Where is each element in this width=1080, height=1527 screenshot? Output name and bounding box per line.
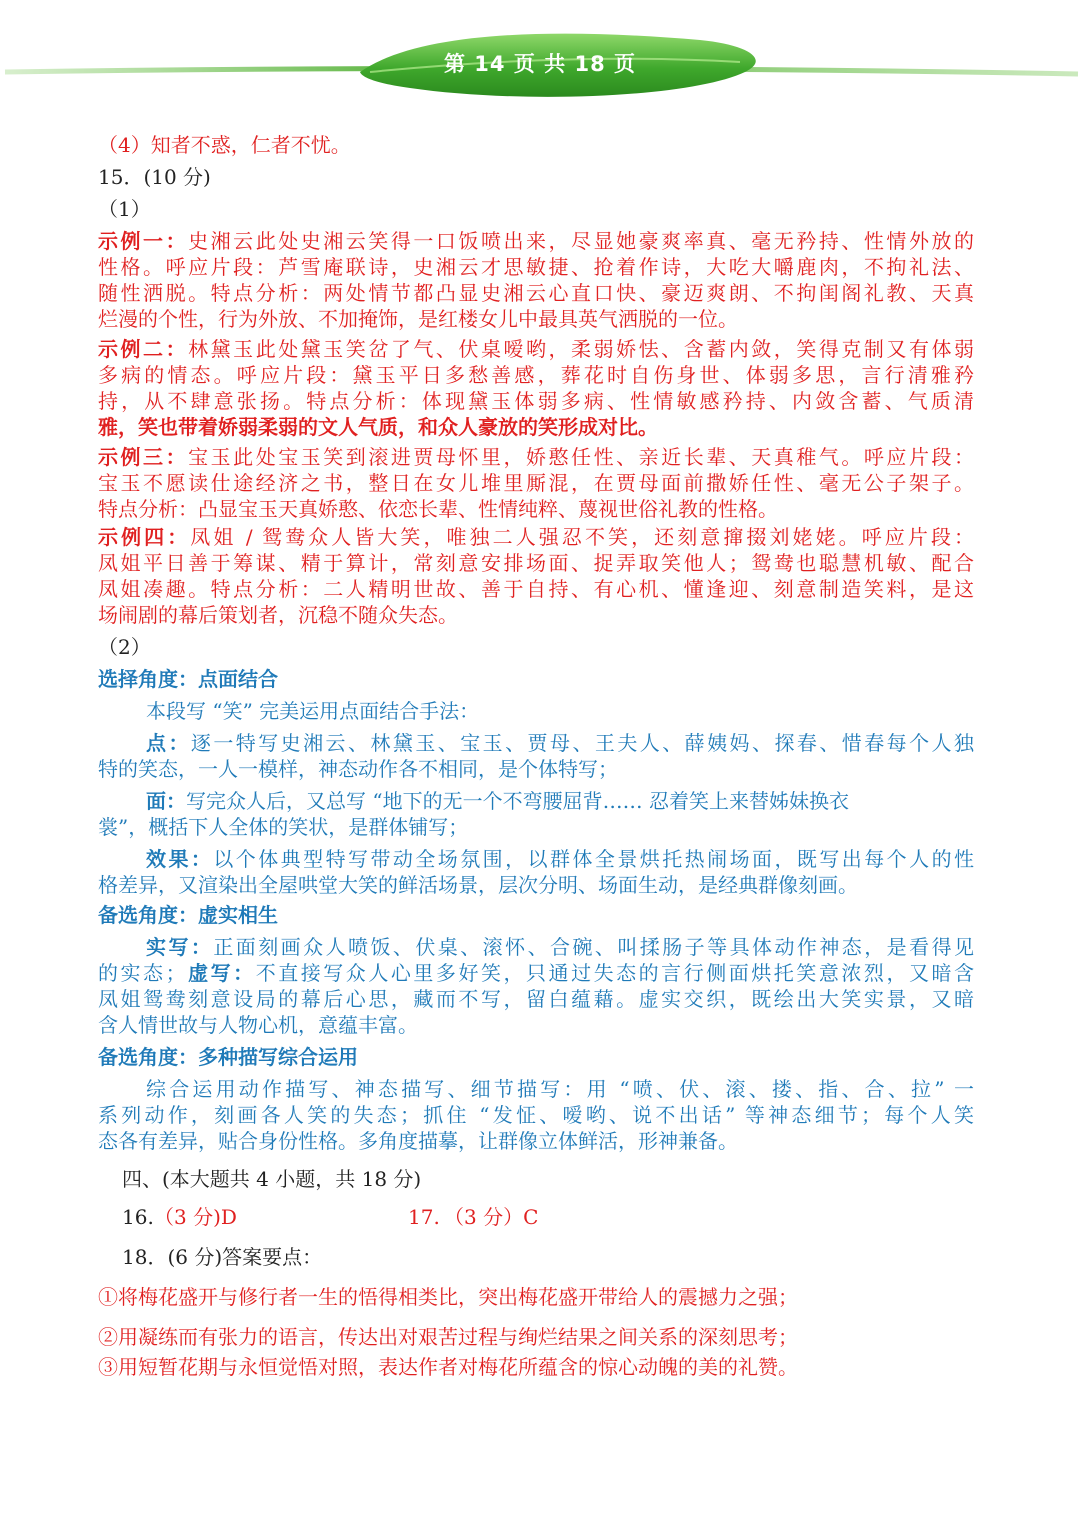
example-two-line: 林黛玉此处黛玉笑岔了气、伏桌嗳哟，柔弱娇怯、含蓄内敛，笑得克制又有体弱 bbox=[188, 337, 975, 361]
example-four-line: 凤姐凑趣。特点分析：二人精明世故、善于自持、有心机、懂逢迎、刻意制造笑料，是这 bbox=[98, 577, 974, 601]
example-four-label: 示例四： bbox=[98, 525, 191, 549]
multi-line: 系列动作，刻画各人笑的失态；抓住 “发怔、嗳哟、说不出话” 等神态细节；每个人笑 bbox=[98, 1103, 974, 1127]
q18-title: 18．(6 分)答案要点： bbox=[122, 1245, 323, 1269]
q15-title: 15．(10 分) bbox=[98, 165, 211, 189]
q16-q17-row bbox=[98, 1204, 974, 1230]
example-three-line: 宝玉此处宝玉笑到滚进贾母怀里，娇憨任性、亲近长辈、天真稚气。呼应片段： bbox=[188, 445, 975, 469]
angle-heading: 备选角度：多种描写综合运用 bbox=[98, 1045, 358, 1069]
q14-item4: （4）知者不惑，仁者不忧。 bbox=[98, 133, 351, 157]
angle-heading: 选择角度：点面结合 bbox=[98, 667, 278, 691]
point-line: 逐一特写史湘云、林黛玉、宝玉、贾母、王夫人、薛姨妈、探春、惜春每个人独 bbox=[190, 731, 975, 755]
q16-answer: （3 分)D bbox=[154, 1205, 237, 1229]
q16-number: 16. bbox=[122, 1205, 154, 1229]
angle-virtual-real bbox=[98, 902, 974, 1038]
angle-intro: 本段写 “笑” 完美运用点面结合手法： bbox=[146, 699, 480, 723]
virtual-real-line: 含人情世故与人物心机，意蕴丰富。 bbox=[98, 1013, 418, 1037]
virtual-real-line: 的实态； bbox=[98, 961, 186, 985]
q15-part2-label: （2） bbox=[98, 635, 151, 659]
face-line: 写完众人后，又总写 “地下的无一个不弯腰屈背…… 忍着笑上来替姊妹换衣 bbox=[186, 789, 849, 813]
point-label: 点： bbox=[146, 731, 191, 755]
face-label: 面： bbox=[146, 789, 186, 813]
example-three-line: 特点分析：凸显宝玉天真娇憨、依恋长辈、性情纯粹、蔑视世俗礼教的性格。 bbox=[98, 497, 778, 521]
multi-line: 态各有差异，贴合身份性格。多角度描摹，让群像立体鲜活，形神兼备。 bbox=[98, 1129, 738, 1153]
example-four-line: 场闹剧的幕后策划者，沉稳不随众失态。 bbox=[98, 603, 458, 627]
point-line: 特的笑态，一人一模样，神态动作各不相同，是个体特写； bbox=[98, 757, 618, 781]
example-one-line: 史湘云此处史湘云笑得一口饭喷出来，尽显她豪爽率真、毫无矜持、性情外放的 bbox=[188, 229, 975, 253]
virtual-real-line: 凤姐鸳鸯刻意设局的幕后心思，藏而不写，留白蕴藉。虚实交织，既绘出大笑实景，又暗 bbox=[98, 987, 974, 1011]
example-two-label: 示例二： bbox=[98, 337, 189, 361]
q17-number: 17. bbox=[408, 1205, 440, 1229]
effect-line: 格差异，又渲染出全屋哄堂大笑的鲜活场景，层次分明、场面生动，是经典群像刻画。 bbox=[98, 873, 858, 897]
example-two-line: 多病的情态。呼应片段：黛玉平日多愁善感，葬花时自伤身世、体弱多思，言行清雅矜 bbox=[98, 363, 974, 387]
angle-multi-description bbox=[98, 1044, 974, 1154]
example-two bbox=[98, 336, 974, 440]
q17-answer: （3 分）C bbox=[444, 1205, 539, 1229]
answer-content bbox=[98, 128, 974, 1380]
effect-line: 以个体典型特写带动全场氛围，以群体全景烘托热闹场面，既写出每个人的性 bbox=[213, 847, 975, 871]
angle-point-surface bbox=[98, 666, 974, 898]
example-four bbox=[98, 524, 974, 628]
face-line: 裳”，概括下人全体的笑状，是群体铺写； bbox=[98, 815, 469, 839]
virtual-real-line: 不直接写众人心里多好笑，只通过失态的言行侧面烘托笑意浓烈，又暗含 bbox=[255, 961, 975, 985]
page-header bbox=[0, 0, 1080, 110]
q18-point: ②用凝练而有张力的语言，传达出对艰苦过程与绚烂结果之间关系的深刻思考； bbox=[98, 1325, 798, 1349]
example-one-label: 示例一： bbox=[98, 229, 189, 253]
effect-label: 效果： bbox=[146, 847, 214, 871]
q15-part1-label: （1） bbox=[98, 197, 151, 221]
page-number-label: 第 14 页 共 18 页 bbox=[443, 52, 636, 76]
section-four-title: 四、(本大题共 4 小题，共 18 分) bbox=[122, 1167, 422, 1191]
virtual-real-line: 正面刻画众人喷饭、伏桌、滚怀、合碗、叫揉肠子等具体动作神态，是看得见 bbox=[213, 935, 975, 959]
q18-point: ③用短暂花期与永恒觉悟对照，表达作者对梅花所蕴含的惊心动魄的美的礼赞。 bbox=[98, 1355, 798, 1379]
example-four-line: 凤姐 / 鸳鸯众人皆大笑，唯独二人强忍不笑，还刻意撺掇刘姥姥。呼应片段： bbox=[190, 525, 975, 549]
example-two-line: 雅，笑也带着娇弱柔弱的文人气质，和众人豪放的笑形成对比。 bbox=[98, 415, 658, 439]
example-one bbox=[98, 228, 974, 332]
virtual-label: 虚写： bbox=[185, 961, 256, 985]
example-one-line: 烂漫的个性，行为外放、不加掩饰，是红楼女儿中最具英气洒脱的一位。 bbox=[98, 307, 738, 331]
angle-heading: 备选角度：虚实相生 bbox=[98, 903, 278, 927]
example-three bbox=[98, 444, 974, 522]
example-three-line: 宝玉不愿读仕途经济之书，整日在女儿堆里厮混，在贾母面前撒娇任性、毫无公子架子。 bbox=[98, 471, 974, 495]
multi-line: 综合运用动作描写、神态描写、细节描写：用 “喷、伏、滚、搂、指、合、拉” 一 bbox=[146, 1077, 974, 1101]
example-one-line: 性格。呼应片段：芦雪庵联诗，史湘云才思敏捷、抢着作诗，大吃大嚼鹿肉，不拘礼法、 bbox=[98, 255, 974, 279]
real-label: 实写： bbox=[146, 935, 214, 959]
example-one-line: 随性洒脱。特点分析：两处情节都凸显史湘云心直口快、豪迈爽朗、不拘闺阁礼教、天真 bbox=[98, 281, 974, 305]
example-four-line: 凤姐平日善于筹谋、精于算计，常刻意安排场面、捉弄取笑他人；鸳鸯也聪慧机敏、配合 bbox=[98, 551, 974, 575]
q18-point: ①将梅花盛开与修行者一生的悟得相类比，突出梅花盛开带给人的震撼力之强； bbox=[98, 1285, 798, 1309]
example-two-line: 持，从不肆意张扬。特点分析：体现黛玉体弱多病、性情敏感矜持、内敛含蓄、气质清 bbox=[98, 389, 974, 413]
example-three-label: 示例三： bbox=[98, 445, 189, 469]
